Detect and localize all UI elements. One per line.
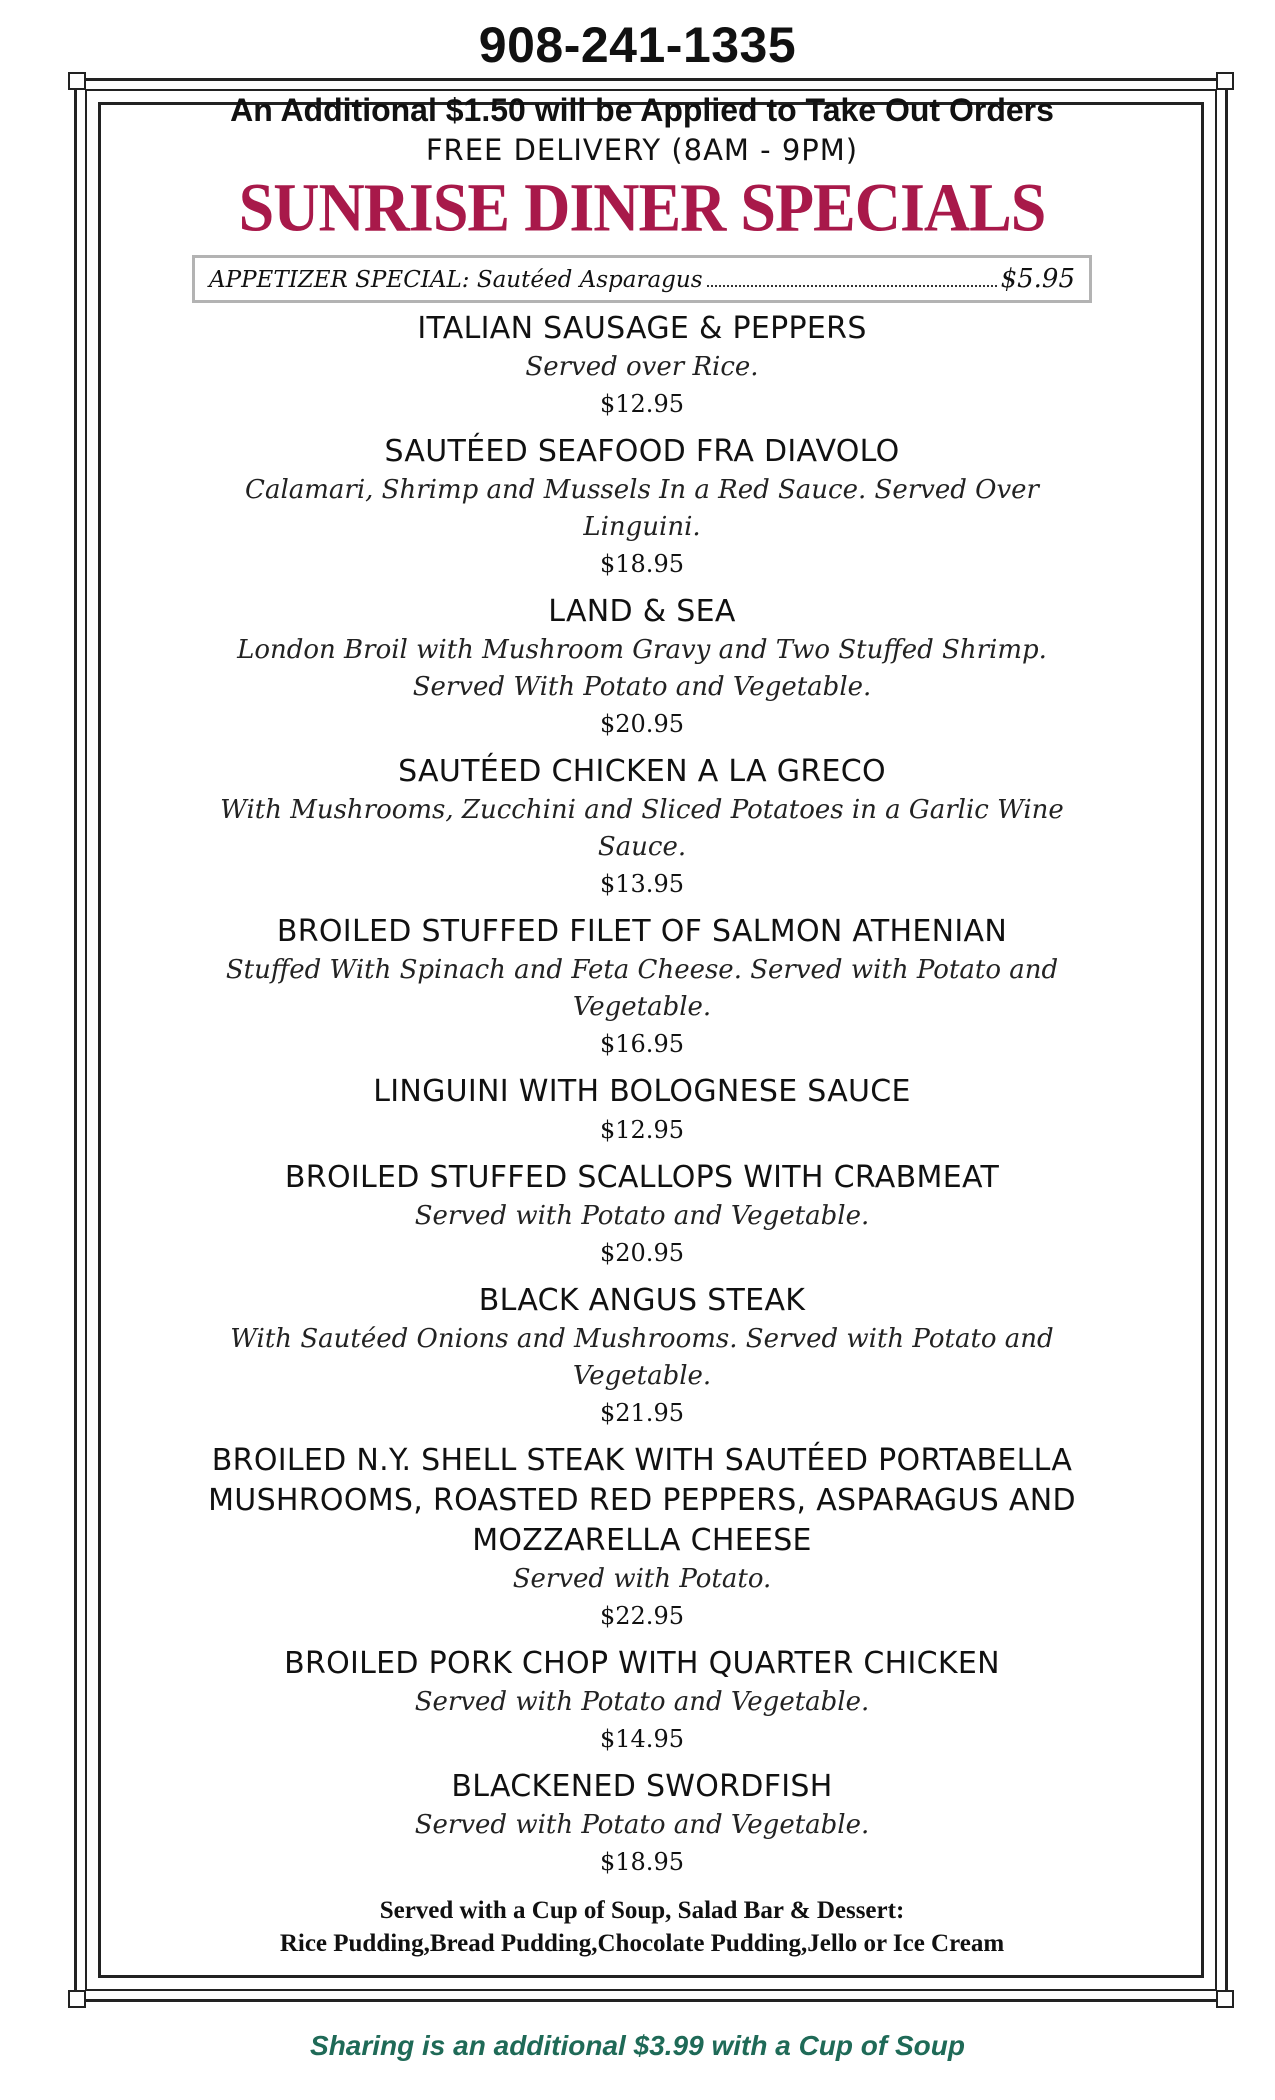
menu-item (110, 309, 1174, 422)
menu-item (110, 752, 1174, 902)
menu-item-price: $13.95 (600, 869, 684, 898)
menu-item-name: BROILED N.Y. SHELL STEAK WITH SAUTÉED PORTABELLA MUSHROOMS, ROASTED RED PEPPERS, ASPARAGUS AND MOZZARELLA CHEESE (208, 1442, 1076, 1558)
menu-item (110, 1281, 1174, 1431)
frame-corner-top-right (1216, 72, 1234, 90)
menu-item (110, 1441, 1174, 1634)
menu-item (110, 1767, 1174, 1880)
menu-item-description: Served with Potato and Vegetable. (414, 1200, 870, 1231)
frame-corner-top-left (68, 72, 86, 90)
menu-item-name: LINGUINI WITH BOLOGNESE SAUCE (373, 1073, 911, 1109)
menu-item-description: Served over Rice. (525, 351, 759, 382)
served-with-line-1: Served with a Cup of Soup, Salad Bar & Dessert: (379, 1896, 905, 1924)
menu-item-price: $22.95 (600, 1601, 684, 1630)
menu-item-description: Stuffed With Spinach and Feta Cheese. Served with Potato and Vegetable. (225, 954, 1059, 1022)
menu-item (110, 432, 1174, 582)
menu-item-name: ITALIAN SAUSAGE & PEPPERS (417, 310, 867, 346)
menu-item-name: BROILED PORK CHOP WITH QUARTER CHICKEN (284, 1645, 1000, 1681)
menu-item (110, 912, 1174, 1062)
menu-item-price: $20.95 (600, 709, 684, 738)
delivery-notice: FREE DELIVERY (8AM - 9PM) (425, 132, 859, 167)
menu-item (110, 1644, 1174, 1757)
menu-item-price: $16.95 (600, 1029, 684, 1058)
appetizer-special (192, 255, 1092, 303)
menu-item-description: London Broil with Mushroom Gravy and Two Stuffed Shrimp. Served With Potato and Vegetable. (237, 634, 1047, 702)
menu-title: SUNRISE DINER SPECIALS (238, 168, 1046, 246)
phone-number: 908-241-1335 (478, 17, 797, 73)
menu-item-description: With Sautéed Onions and Mushrooms. Served with Potato and Vegetable. (230, 1323, 1054, 1391)
takeout-notice: An Additional $1.50 will be Applied to Take Out Orders (230, 92, 1054, 128)
menu-item-name: BLACKENED SWORDFISH (451, 1768, 833, 1804)
menu-item-description: Calamari, Shrimp and Mussels In a Red Sauce. Served Over Linguini. (245, 474, 1039, 542)
appetizer-label: APPETIZER SPECIAL: Sautéed Asparagus (209, 266, 703, 293)
menu-item-name: BROILED STUFFED FILET OF SALMON ATHENIAN (276, 913, 1008, 949)
menu-item-name: SAUTÉED SEAFOOD FRA DIAVOLO (384, 433, 900, 469)
menu-item-price: $14.95 (600, 1724, 684, 1753)
menu-item-name: SAUTÉED CHICKEN A LA GRECO (398, 753, 886, 789)
menu-item (110, 592, 1174, 742)
menu-item-name: BROILED STUFFED SCALLOPS WITH CRABMEAT (284, 1159, 1000, 1195)
menu-item-price: $20.95 (600, 1238, 684, 1267)
frame-corner-bottom-left (68, 1990, 86, 2008)
menu-item (110, 1072, 1174, 1148)
menu-item-description: With Mushrooms, Zucchini and Sliced Potatoes in a Garlic Wine Sauce. (220, 794, 1064, 862)
menu-item (110, 1158, 1174, 1271)
sharing-notice: Sharing is an additional $3.99 with a Cup of Soup (310, 2030, 965, 2061)
menu-item-price: $18.95 (600, 549, 684, 578)
menu-item-description: Served with Potato and Vegetable. (414, 1809, 870, 1840)
menu-item-description: Served with Potato and Vegetable. (414, 1686, 870, 1717)
appetizer-price: $5.95 (1000, 263, 1075, 294)
leader-dots (707, 285, 997, 287)
menu-item-name: LAND & SEA (548, 593, 736, 629)
served-with-note (110, 1894, 1174, 1960)
menu-item-price: $12.95 (600, 389, 684, 418)
served-with-line-2: Rice Pudding,Bread Pudding,Chocolate Pudding,Jello or Ice Cream (279, 1929, 1005, 1957)
menu-item-price: $18.95 (600, 1847, 684, 1876)
frame-corner-bottom-right (1216, 1990, 1234, 2008)
menu-item-description: Served with Potato. (512, 1563, 772, 1594)
menu-item-name: BLACK ANGUS STEAK (478, 1282, 806, 1318)
menu-content (110, 92, 1174, 1960)
menu-item-price: $21.95 (600, 1398, 684, 1427)
menu-item-price: $12.95 (600, 1115, 684, 1144)
